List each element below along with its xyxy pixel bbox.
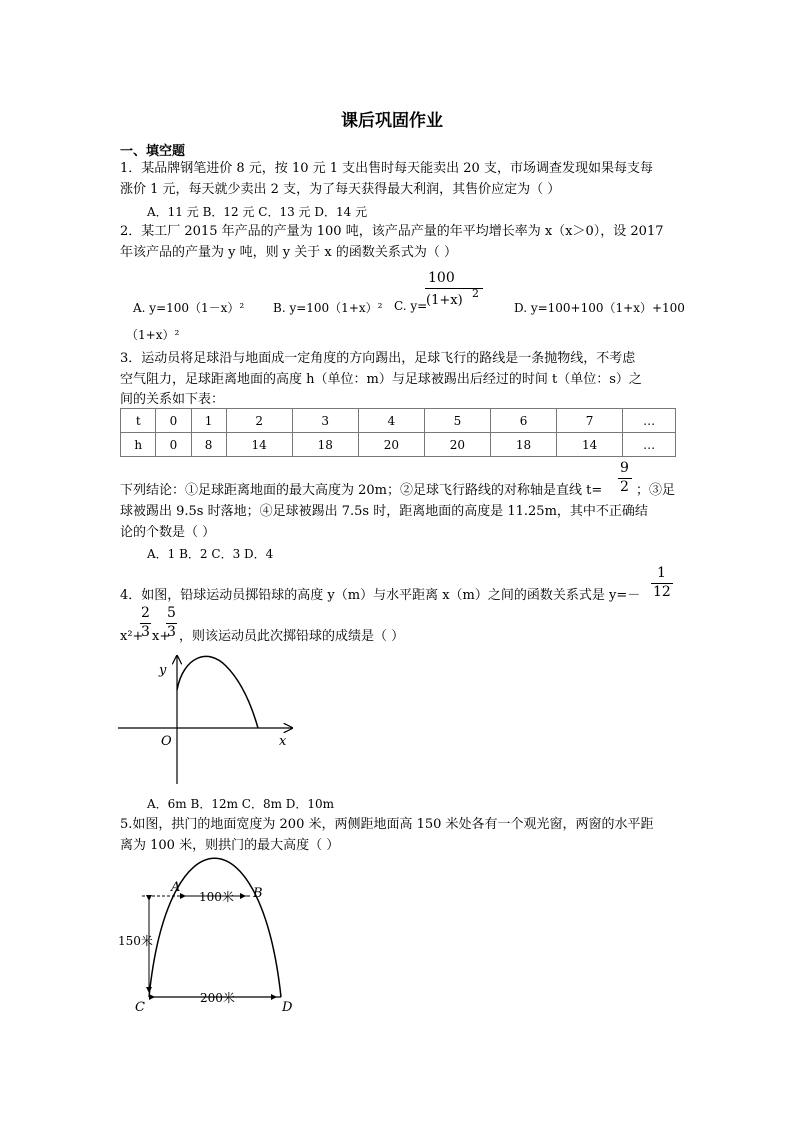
table-cell: 18 (490, 433, 556, 457)
table-cell: 3 (292, 409, 358, 433)
q3-conclusion-3: 论的个数是（ ） (120, 525, 216, 540)
table-cell: 14 (557, 433, 623, 457)
q2-line1: 2．某工厂 2015 年产品的产量为 100 吨，该产品产量的年平均增长率为 x（x＞0），设 2017 (120, 224, 664, 239)
table-cell: t (121, 409, 156, 433)
q4-f2-numerator: 2 (141, 605, 150, 621)
q4-line1: 4．如图，铅球运动员掷铅球的高度 y（m）与水平距离 x（m）之间的函数关系式是 y=－ (120, 588, 641, 603)
q4-f1-denominator: 12 (653, 584, 671, 600)
arch-figure (118, 852, 308, 1022)
table-cell: 2 (226, 409, 292, 433)
x-axis-label: x (279, 734, 287, 749)
q4-f3-denominator: 3 (167, 624, 176, 640)
table-cell: 8 (191, 433, 226, 457)
q3-conclusion-1-end: ；③足 (636, 483, 676, 498)
table-cell: 14 (226, 433, 292, 457)
q2-option-d-cont: （1+x）² (126, 328, 180, 342)
table-cell: … (623, 433, 676, 457)
table-cell: 0 (156, 433, 191, 457)
q4-f3-numerator: 5 (167, 605, 176, 621)
table-cell: 4 (358, 409, 424, 433)
table-cell: … (623, 409, 676, 433)
trajectory-curve (177, 656, 258, 728)
q4-f1-numerator: 1 (657, 565, 666, 581)
q4-options: A．6m B．12m C．8m D．10m (147, 797, 335, 811)
q2-option-c-numerator: 100 (428, 270, 455, 286)
table-cell: 5 (424, 409, 490, 433)
q3-fraction-denominator: 2 (620, 479, 629, 495)
q3-line2: 空气阻力，足球距离地面的高度 h（单位：m）与足球被踢出后经过的时间 t（单位：s）之 (120, 372, 642, 387)
table-cell: 0 (156, 409, 191, 433)
q5-line2: 离为 100 米，则拱门的最大高度（ ） (120, 838, 340, 853)
q3-line3: 间的关系如下表： (120, 392, 225, 407)
q3-line1: 3．运动员将足球沿与地面成一定角度的方向踢出，足球飞行的路线是一条抛物线，不考虑 (120, 351, 636, 366)
q5-line1: 5.如图，拱门的地面宽度为 200 米，两侧距地面高 150 米处各有一个观光窗，两窗的水平距 (120, 817, 654, 832)
q3-conclusion-2: 球被踢出 9.5s 时落地；④足球被踢出 7.5s 时，距离地面的高度是 11.25m，其中不正确结 (120, 504, 648, 519)
q2-option-c-exponent: 2 (472, 287, 479, 300)
table-row (121, 433, 676, 457)
q1-line1: 1．某品牌钢笔进价 8 元，按 10 元 1 支出售时每天能卖出 20 支，市场调查发现如果每支每 (120, 161, 653, 176)
window-height-label: 150米 (118, 934, 153, 948)
table-cell: 20 (424, 433, 490, 457)
table-cell: 1 (191, 409, 226, 433)
table-row (121, 409, 676, 433)
q3-conclusion-1: 下列结论：①足球距离地面的最大高度为 20m；②足球飞行路线的对称轴是直线 t= (120, 483, 603, 498)
origin-label: O (161, 734, 172, 749)
point-a-label: A (171, 880, 181, 895)
q1-line2: 涨价 1 元，每天就少卖出 2 支，为了每天获得最大利润，其售价应定为（ ） (120, 182, 561, 197)
q3-fraction-numerator: 9 (620, 460, 629, 476)
table-cell: 6 (490, 409, 556, 433)
point-b-label: B (253, 886, 263, 901)
q2-option-a: A. y=100（1－x）² (133, 301, 245, 315)
q2-option-d: D. y=100+100（1+x）+100 (514, 301, 685, 315)
table-cell: 7 (557, 409, 623, 433)
q3-options: A．1 B．2 C．3 D．4 (147, 547, 274, 561)
page-title: 课后巩固作业 (341, 111, 443, 131)
base-width-label: 200米 (200, 991, 235, 1005)
q2-option-c-denominator: (1+x) (426, 293, 463, 308)
section-heading: 一、填空题 (120, 144, 186, 159)
data-table (120, 408, 676, 457)
point-d-label: D (282, 1000, 293, 1015)
q4-xplus: x+ (152, 629, 171, 644)
q4-f2-denominator: 3 (141, 624, 150, 640)
trajectory-graph (118, 652, 298, 787)
table-cell: 20 (358, 433, 424, 457)
q2-line2: 年该产品的产量为 y 吨，则 y 关于 x 的函数关系式为（ ） (120, 245, 457, 260)
arch-curve (149, 858, 281, 997)
table-cell: 18 (292, 433, 358, 457)
point-c-label: C (135, 1000, 145, 1015)
window-width-label: 100米 (199, 890, 234, 904)
q1-options: A．11 元 B．12 元 C．13 元 D．14 元 (147, 205, 368, 219)
table-cell: h (121, 433, 156, 457)
y-axis-label: y (159, 663, 167, 678)
q4-line2-end: ，则该运动员此次掷铅球的成绩是（ ） (179, 629, 405, 644)
q4-x2: x²+ (120, 629, 144, 644)
q2-option-c-prefix: C. y= (394, 299, 428, 313)
q2-option-b: B. y=100（1+x）² (273, 301, 383, 315)
